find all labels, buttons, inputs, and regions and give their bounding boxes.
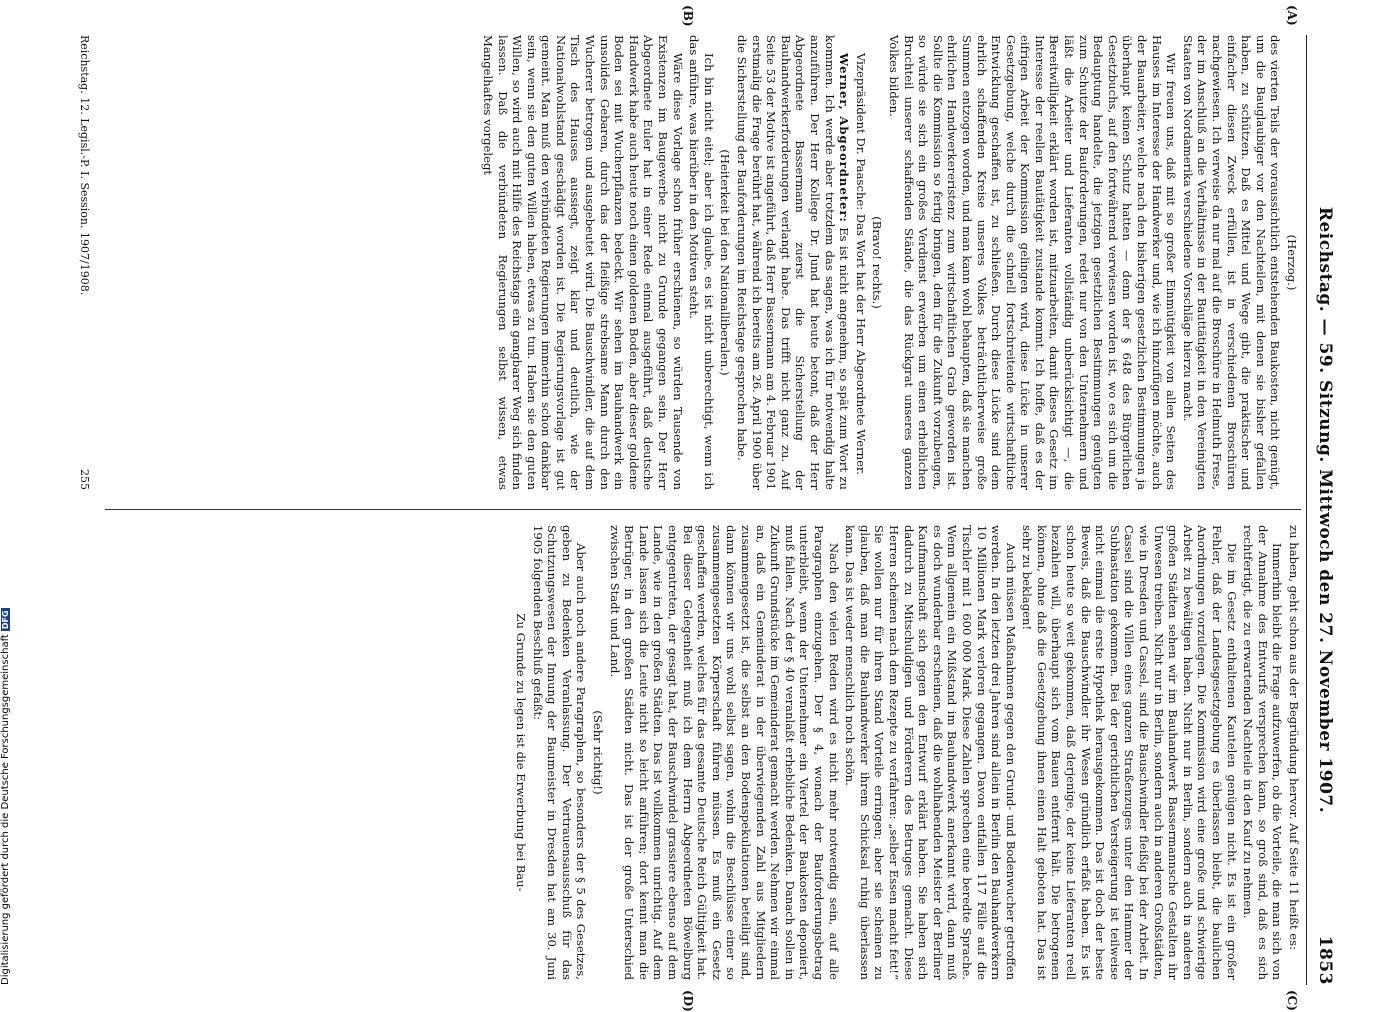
speaker-paragraph	[734, 35, 851, 490]
column-divider	[105, 509, 1301, 510]
margin-marker-b: (B)	[681, 5, 695, 27]
digitization-text: Digitalisierung gefördert durch die Deutsche Forschungsgemeinschaft	[0, 634, 11, 985]
paragraph: Die im Gesetz enthaltenen Kautelen genügen nicht. Es ist ein großer Fehler, daß der Landesgesetzgebung es überlassen bleibt, die baulichen Anordnungen vorzulegen. Die Kommission wird eine große und schwierige Arbeit zu bewältigen haben. Nicht nur in Berlin, sondern auch in anderen großen Städten sehen wir im Bauhandwerk Bassermannsche Gestalten ihr Unwesen treiben. Nicht nur in Berlin, sondern auch in anderen Großstädten, wie in Dresden und Cassel, sind die Bauschwindler fleißig bei der Arbeit. In Cassel sind die Villen eines ganzen Straßenzuges unter den Hammer der Subhastation gekommen. Bei der gerichtlichen Versteigerung ist teilweise nicht einmal die erste Hypothek herausgekommen. Das ist doch der beste Beweis, daß die Bauschwindler ihr Wesen gründlich erfaßt haben. Es ist schon heute so weit gekommen, daß derjenige, der keine Lieferanten reell bezahlen will, überhaupt sich vom Bauen entfernt hält. Die betrogenen können, ohne daß die Gesetzgebung ihnen einen Halt geboten hat. Das ist sehr zu beklagen!	[1020, 525, 1239, 980]
president-line: Vizepräsident Dr. Paasche: Das Wort hat der Herr Abgeordnete Werner.	[853, 53, 868, 475]
paragraph: Nach den vielen Reden wird es nicht mehr notwendig sein, auf alle Paragraphen einzugehen. Der § 4, wonach der Bauforderungsbetrag unterbleibt, wenn der Unternehmer ein Viertel der Baukosten deponiert, muß fallen. Nach der § 40 veranlaßt erhebliche Bedenken. Danach sollen in Zukunft Grundstücke im Gemeinderat gemacht werden. Nehmen wir einmal an, daß ein Gemeinderat in der überwiegenden Zahl aus Mitgliedern zusammengesetzt ist, die selbst an den Bodenspekulationen beteiligt sind, dann können wir uns wohl selbst sagen, wohin die Beschlüsse einer so zusammengesetzten Körperschaft führen müssen. Es muß ein Gesetz geschaffen werden, welches für das gesamte Deutsche Reich Gültigkeit hat. Bei dieser Gelegenheit muß ich dem Herrn Abgeordneten Böwelburg entgegentreten, der gesagt hat, der Bauschwindel grassiere ebenso auf dem Lande, wie in den großen Städten. Das ist vollkommen unrichtig. Auf dem Lande lassen sich die Leute nicht so leicht anführen; dort kennt man die Betrüger, in den großen Städten nicht. Das ist der große Unterschied zwischen Stadt und Land.	[607, 525, 841, 980]
margin-marker-a: (A)	[1285, 5, 1299, 26]
paragraph: Wäre diese Vorlage schon früher erschienen, so würden Tausende von Existenzen im Baugewerbe nicht zu Grunde gegangen sein. Der Herr Abgeordnete Euler hat in einer Rede einmal ausgeführt, daß deutsche Handwerk habe auch heute noch einen goldenen Boden, aber dieser goldene Boden sei mit Wucherpflanzen bedeckt. Wir sehen im Bauhandwerk ein unsolides Gebaren, durch das der fleißige strebsame Mann durch den Wucherer betrogen und ausgebeutet wird. Die Bauschwindler, die auf dem Tisch des Hauses aussiegt, zeigt klar und deutlich, wie der Nationalwohlstand geschädigt worden ist. Die Regierungsvorlage ist gut gemeint. Man muß den verbündeten Regierungen immerhin schon dankbar sein, wenn sie den guten Willen haben, etwas zu tun. Haben sie den guten Willen, so wird auch mit Hilfe des Reichstags ein gangbarer Weg sich finden lassen. Daß die verbündeten Regierungen selbst wissen, etwas Mangelhaftes vorgelegt	[480, 35, 685, 490]
header-rule	[1306, 35, 1307, 985]
document-page	[35, 5, 1335, 1012]
right-column	[91, 525, 1301, 980]
page-header	[1309, 35, 1335, 985]
margin-marker-d: (D)	[681, 990, 695, 1012]
header-title: Reichstag. — 59. Sitzung. Mittwoch den 27. November 1907.	[1315, 206, 1335, 814]
dfg-logo: DFG	[1, 610, 10, 630]
speaker-text: Es ist nicht angenehm, so spät zum Wort zu kommen. Ich werde aber trotzdem das sagen, was ich für notwendig halte anzuführen. Der Herr Kollege Dr. Jund hat heute betont, daß der Herr Abgeordnete Bassermann zuerst die Sicherstellung der Bauhandwerkerforderungen verlangt habe. Das trifft nicht ganz zu. Auf Seite 53 der Motive ist angeführt, daß Herr Bassermann am 4. Februar 1901 erstmalig die Frage berührt hat, während ich bereits am 26. April 1900 über die Sicherstellung der Bauforderungen im Reichstage gesprochen habe.	[735, 35, 852, 490]
footer-page-number: 255	[78, 469, 91, 490]
paragraph: zu haben, geht schon aus der Begründung hervor. Auf Seite 11 heißt es:	[1287, 525, 1301, 951]
quoted-line: Zu Grunde zu legen ist die Erwerbung bei Bau-	[514, 613, 529, 892]
paragraph: Ich bin nicht eitel; aber ich glaube, es ist nicht unberechtigt, wenn ich das anführe, was hierüber in den Motiven steht.	[687, 35, 716, 490]
footer-session: Reichstag. 12. Legisl.-P. I. Session. 1907/1908.	[78, 35, 91, 296]
page-footer	[78, 35, 91, 490]
quotation: Immerhin bleibt die Frage aufzuwerfen, ob die Vorteile, die man sich von der Annahme des Entwurfs versprechen kann, so groß sind, daß es sich rechtfertigt, die zu erwartenden Nachteile in den Kauf zu nehmen.	[1241, 525, 1285, 980]
digitization-note	[0, 565, 14, 985]
interjection: (Heiterkeit bei den Nationalliberalen.)	[718, 149, 733, 376]
applause-note: (Bravo! rechts.)	[870, 216, 885, 309]
paragraph: Aber auch noch andere Paragraphen, so besonders der § 5 des Gesetzes, geben zu Bedenken Veranlassung. Der Vertrauensausschuß für das Schutzungswesen der Innung der Baumeister in Dresden hat am 30. Juni 1905 folgenden Beschluß gefaßt:	[530, 525, 589, 980]
header-page-number: 1853	[1315, 935, 1335, 985]
paragraph: Auch müssen Maßnahmen gegen den Grund- und Bodenwucher getroffen werden. In den letzten drei Jahren sind allein in Berlin den Bauhandwerkern 10 Millionen Mark verloren gegangen. Davon entfallen 117 Fälle auf die Tischler mit 1 600 000 Mark. Diese Zahlen sprechen eine beredte Sprache. Wenn allgemein ein Mißstand im Bauhandwerk anerkannt wird, dann muß es doch wunderbar erscheinen, daß die wohlhabenden Meister der Berliner Kaufmannschaft sich gegen den Entwurf erklärt haben. Sie haben sich dadurch zu Mitschuldigen und Förderern des Betruges gemacht. Diese Herren scheinen nach dem Rezepte zu verfahren: „selber Essen macht fett!“ Sie wollen nur für ihren Stand Vorteile erringen; aber sie scheinen zu glauben, daß man die Bauhandwerker ihrem Schicksal ruhig überlassen kann. Das ist weder menschlich noch schön.	[843, 525, 1018, 980]
paragraph: Wir freuen uns, daß mit so großer Einmütigkeit von allen Seiten des Hauses im Interesse der Handwerker und, wie ich hinzufügen möchte, auch der Bauarbeiter, welche nach den bisherigen gesetzlichen Bestimmungen ja überhaupt keinen Schutz hatten — denn der § 648 des Bürgerlichen Gesetzbuchs, auf den fortwährend verwiesen worden ist, wo es sich um die Bedauptung handelte, die jetzigen gesetzlichen Bestimmungen genügten zum Schutze der Bauforderungen, redet nur von den Unternehmern und läßt die Arbeiter und Lieferanten vollständig unberücksichtigt —, die Bereitwilligkeit erklärt worden ist, mitzuarbeiten, damit dieses Gesetz im Interesse der reellen Bautätigkeit zustande kommt. Ich hoffe, daß es der eifrigen Arbeit der Kommission gelingen wird, diese Lücke in unserer Gesetzgebung, welche durch die schnell fortschreitende wirtschaftliche Entwicklung geschaffen ist, zu schließen. Durch diese Lücke sind dem ehrlich schaffenden Kreise unseres Volkes beträchtlicherweise große Summen entzogen worden, und man kann wohl behaupten, daß sie manchen ehrlichen Handwerkereristenz zum wirtschaftlichen Grab geworden ist. Sollte die Kommission so fertig bringen, dem für die Zukunft vorzubeugen, so würde sie sich ein großes Verdienst erwerben um einen erheblichen Bruchteil unserer schaffenden Stände, die das Rückgrat unseres ganzen Volkes bilden.	[886, 35, 1179, 490]
paragraph: des vierten Teils der voraussichtlich entstehenden Baukosten, nicht genügt, um die Bauglaubiger vor den Nachteilen, mit denen sie bisher gefallen haben, zu schützen. Daß es Mittel und Wege gibt, die praktischer und einfacher diesen Zweck erfüllen, ist in verschiedenen Broschüren nachgewiesen. Ich verweise da nur mal auf die Broschüre in Helmuth Frese, der im Anschluß an die Verhältnisse in der Bauttätigkeit in den Vereinigten Staaten von Nordamerika verschiedene Vorschläge hierzu macht.	[1180, 35, 1283, 490]
speaker-reference: (Herzog.)	[1285, 234, 1299, 291]
margin-marker-c: (C)	[1285, 990, 1299, 1011]
left-column	[105, 35, 1301, 490]
interjection: (Sehr richtig!)	[591, 710, 606, 795]
speaker-name: Werner, Abgeordneter:	[837, 53, 852, 223]
